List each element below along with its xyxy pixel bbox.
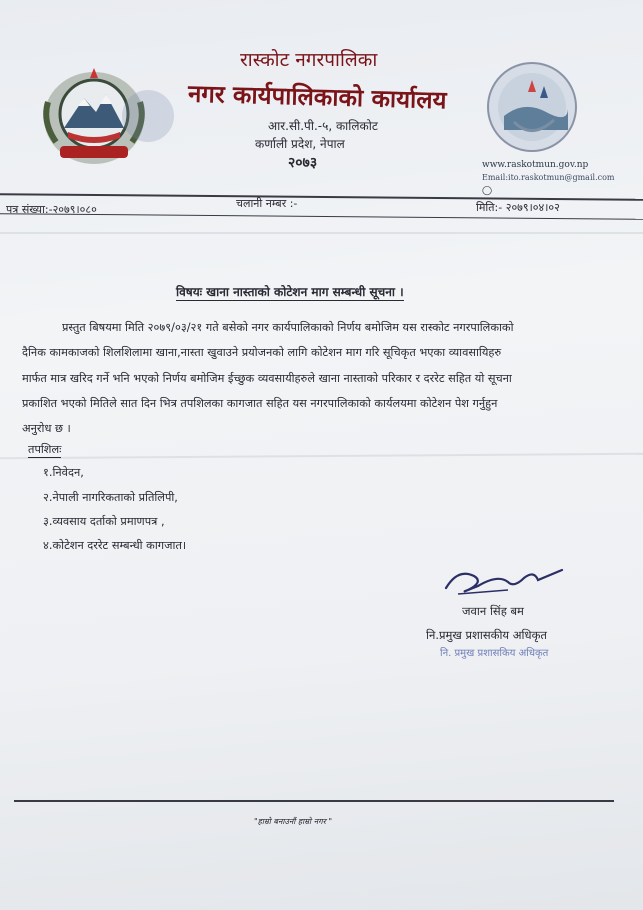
emblem-offset-print	[118, 76, 178, 156]
body-line: मार्फत मात्र खरिद गर्ने भनि भएको निर्णय बमोजिम ईच्छुक व्यवसायीहरुले खाना नास्ताको परिकार र दररेट सहित यो सूचना	[22, 372, 512, 385]
signatory-designation: नि.प्रमुख प्रशासकीय अधिकृत	[426, 628, 547, 642]
municipality-name: रास्कोट नगरपालिका	[240, 49, 378, 71]
list-item: ४.कोटेशन दररेट सम्बन्धी कागजात।	[43, 539, 187, 552]
email-text: Email:ito.raskotmun@gmail.com	[482, 173, 615, 182]
list-heading: तपशिलः	[28, 443, 62, 456]
body-line: प्रस्तुत बिषयमा मिति २०७९/०३/२१ गते बसेको नगर कार्यपालिकाको निर्णय बमोजिम यस रास्कोट नगरपालिकाको	[62, 321, 514, 334]
signatory-name: जवान सिंह बम	[462, 604, 524, 618]
fold-crease	[0, 232, 643, 234]
patra-sankhya: पत्र संख्या:-२०७९।०८०	[6, 203, 97, 216]
list-item: ३.व्यवसाय दर्ताको प्रमाणपत्र ,	[43, 515, 165, 528]
list-item: २.नेपाली नागरिकताको प्रतिलिपी,	[43, 491, 178, 504]
body-line: अनुरोध छ ।	[22, 422, 71, 435]
body-line: प्रकाशित भएको मितिले सात दिन भित्र तपशिलका कागजात सहित यस नगरपालिकाको कार्यलयमा कोटेशन पेश गर्नुहुन	[22, 397, 498, 410]
designation-stamp: नि. प्रमुख प्रशासकिय अधिकृत	[440, 648, 549, 659]
body-line: दैनिक कामकाजको शिलशिलामा खाना,नास्ता खुवाउने प्रयोजनको लागि कोटेशन माग गरि सूचिकृत भएका व्यावसायिहरु	[22, 346, 502, 359]
list-item: १.निवेदन,	[43, 466, 84, 479]
date-miti: मिति:- २०७९।०४।०२	[476, 201, 560, 214]
footer-slogan: "हाम्रो बनाउनौं हाम्रो नगर "	[254, 817, 333, 826]
website-text: www.raskotmun.gov.np	[482, 160, 589, 170]
address-line-2: कर्णाली प्रदेश, नेपाल	[255, 137, 345, 151]
handwritten-signature	[438, 560, 568, 600]
address-line-1: आर.सी.पी.-५, कालिकोट	[268, 119, 378, 133]
facebook-icon: ◯	[482, 186, 493, 196]
fold-crease	[0, 453, 643, 459]
established-year: २०७३	[288, 155, 318, 171]
municipality-logo	[484, 60, 580, 154]
office-title: नगर कार्यपालिकाको कार्यालय	[187, 79, 447, 115]
subject-line: विषयः खाना नास्ताको कोटेशन माग सम्बन्धी सूचना ।	[176, 285, 404, 299]
footer-rule	[14, 800, 614, 802]
chalani-number: चलानी नम्बर :-	[236, 197, 298, 210]
